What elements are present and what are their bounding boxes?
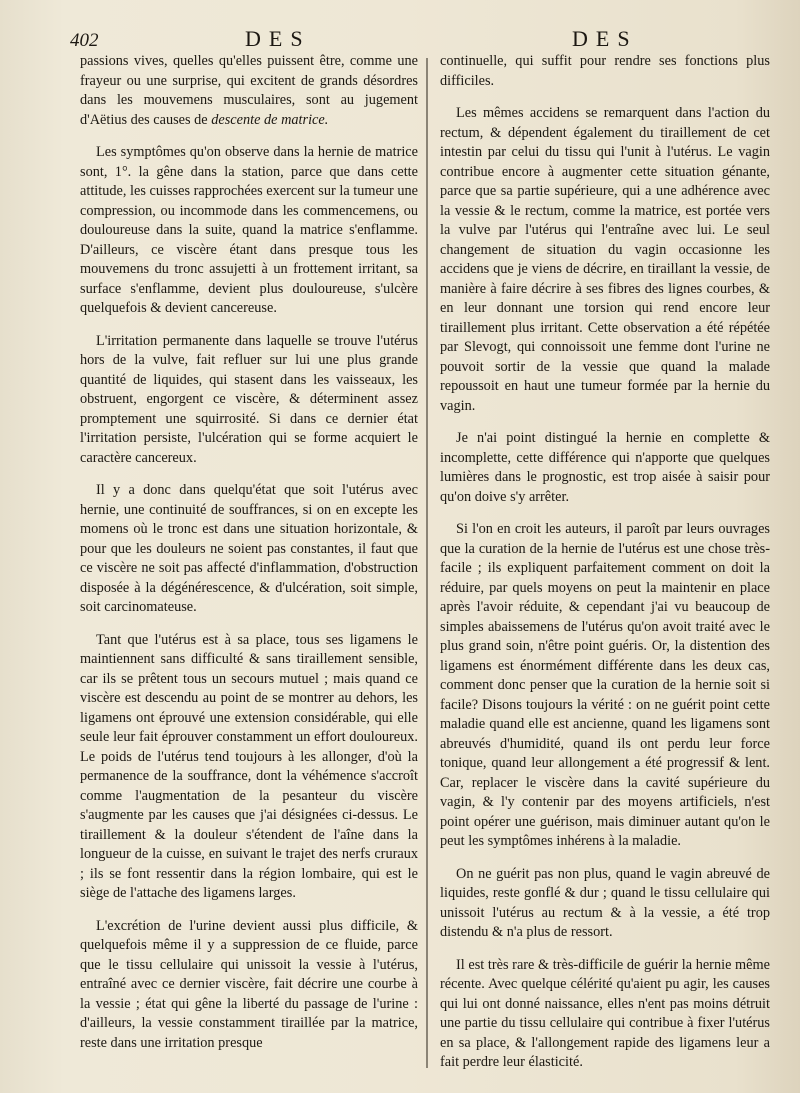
italic-term: descente de matrice. <box>211 111 329 128</box>
paragraph: Tant que l'utérus est à sa place, tous ses ligamens le maintiennent sans difficulté & sans tiraillement sensible, car ils se prêtent tous un secours mutuel ; mais quand ce viscère est descendu au point de se montrer au dehors, les ligamens ont éprouvé une extension considérable, qui elle seule leur fait éprouver constamment un effort douloureux. Le poids de l'utérus tend toujours à les allonger, d'où la permanence de la souffrance, dont la véhémence s'accroît comme l'augmentation de la pesanteur du viscère s'augmente par les causes que j'ai désignées ci-dessus. Le tiraillement & la douleur s'étendent de l'aîne dans la longueur de la cuisse, en suivant le trajet des nerfs cruraux ; ils se font ressentir dans la région lombaire, qui est le siège de l'attache des ligamens larges. <box>80 631 418 901</box>
left-column <box>80 52 418 1066</box>
paragraph: Les mêmes accidens se remarquent dans l'action du rectum, & dépendent également du tiraillement de cet intestin par celui du tissu qui l'unit à l'utérus. Le vagin contribue encore à augmenter cette situation génante, parce que sa partie supérieure, qui a une adhérence avec la vessie & le rectum, comme la matrice, est portée vers la vulve par l'utérus qui l'entraîne avec lui. Le seul changement de situation du vagin occasionne les accidens que je viens de décrire, en tiraillant la vessie, de manière à faire décrire à ses fibres des lignes courbes, & en leur donnant une torsion qui rend encore leur tiraillement plus irritant. Cette observation a été répétée par Slevogt, qui connoissoit une femme dont l'urine ne pouvoit sortir de la vessie que quand la malade repoussoit en haut une tumeur formée par la hernie du vagin. <box>440 105 770 414</box>
paragraph: Je n'ai point distingué la hernie en complette & incomplette, cette différence qui n'apporte que quelques lumières dans le prognostic, est trop aisée à saisir pour qu'on doive s'y arrêter. <box>440 430 770 505</box>
page-number: 402 <box>70 30 99 51</box>
running-head-left: DES <box>245 26 311 51</box>
paragraph: Il est très rare & très-difficile de guérir la hernie même récente. Avec quelque célérité qu'aient pu agir, les causes qui lui ont donné naissance, elles n'ent pas moins détruit une partie du tissu cellulaire qui contribue à fixer l'utérus en sa place, & l'allongement rapide des ligamens leur a fait perdre leur élasticité. <box>440 956 770 1070</box>
paragraph: On ne guérit pas non plus, quand le vagin abreuvé de liquides, reste gonflé & dur ; quand le tissu cellulaire qui unissoit l'utérus au rectum & à la vessie, a été trop distendu & n'a plus de ressort. <box>440 865 770 940</box>
paragraph <box>80 52 418 130</box>
paragraph: Il y a donc dans quelqu'état que soit l'utérus avec hernie, une continuité de souffrances, si on en excepte les momens où le tronc est dans une situation horizontale, & pour que les douleurs ne soient pas constantes, il faut que ce viscère ne soit pas affecté d'inflammation, d'obstruction disposée à la dégénérescence, & d'ulcération, soit simple, soit carcinomateuse. <box>80 482 418 615</box>
paragraph: Si l'on en croit les auteurs, il paroît par leurs ouvrages que la curation de la hernie de l'utérus est une chose très-facile ; ils expliquent parfaitement comment on doit la réduire, par quels moyens on peut la maintenir en place après l'avoir réduite, & cependant j'ai vu beaucoup de simples abaissemens de l'utérus qu'on avoit traité avec le plus grand soin, n'être point guéris. Or, la distention des ligamens est énormément différente dans les deux cas, comment donc penser que la curation de la hernie soit si facile? Disons toujours la vérité : on ne guérit point cette maladie quand elle est ancienne, quand les ligamens sont abreuvés d'humidité, quand ils ont perdu leur force tonique, quand leur allongement a été progressif & lent. Car, replacer le viscère dans la cavité supérieure du vagin, & l'y contenir par des moyens artificiels, n'est point opérer une guérison, mais diminuer autant qu'on le peut les symptômes inhérens à la maladie. <box>440 521 770 849</box>
running-head-right: DES <box>572 26 638 51</box>
paragraph: Les symptômes qu'on observe dans la hernie de matrice sont, 1°. la gêne dans la station, parce que dans cette attitude, les cuisses rapprochées exercent sur la tumeur une compression, ou incommode dans les commencemens, ou douloureuse dans la suite, quand la matrice s'enflamme. D'ailleurs, ce viscère étant dans presque tous les mouvemens du tronc assujetti à un frottement irritant, sa surface s'enflamme, devient plus douloureuse, s'ulcère quelquefois & devient cancereuse. <box>80 144 418 316</box>
paragraph: L'irritation permanente dans laquelle se trouve l'utérus hors de la vulve, fait refluer sur lui une plus grande quantité de liquides, qui stasent dans les vaisseaux, les obstruent, engorgent ce viscère, & déterminent assez promptement une squirrosité. Si dans ce dernier état l'irritation persiste, l'ulcération qui se forme acquiert le caractère cancereux. <box>80 332 418 466</box>
paragraph-text: passions vives, quelles qu'elles puissent être, comme une frayeur ou une surprise, qui excitent de grands désordres dans les mouvemens musculaires, sont au jugement d'Aëtius des causes de <box>80 53 418 128</box>
right-column <box>440 52 770 1086</box>
page-header <box>0 24 800 54</box>
paragraph: L'excrétion de l'urine devient aussi plus difficile, & quelquefois même il y a suppression de ce fluide, parce que le tissu cellulaire qui unissoit la vessie à l'utérus, entraîné avec ce dernier viscère, fait décrire une courbe à la vessie ; état qui gêne la liberté du passage de l'urine : d'ailleurs, la vessie constamment tiraillée par la matrice, reste dans une irritation presque <box>80 917 418 1051</box>
column-divider <box>426 58 428 1068</box>
paragraph: continuelle, qui suffit pour rendre ses fonctions plus difficiles. <box>440 53 770 89</box>
